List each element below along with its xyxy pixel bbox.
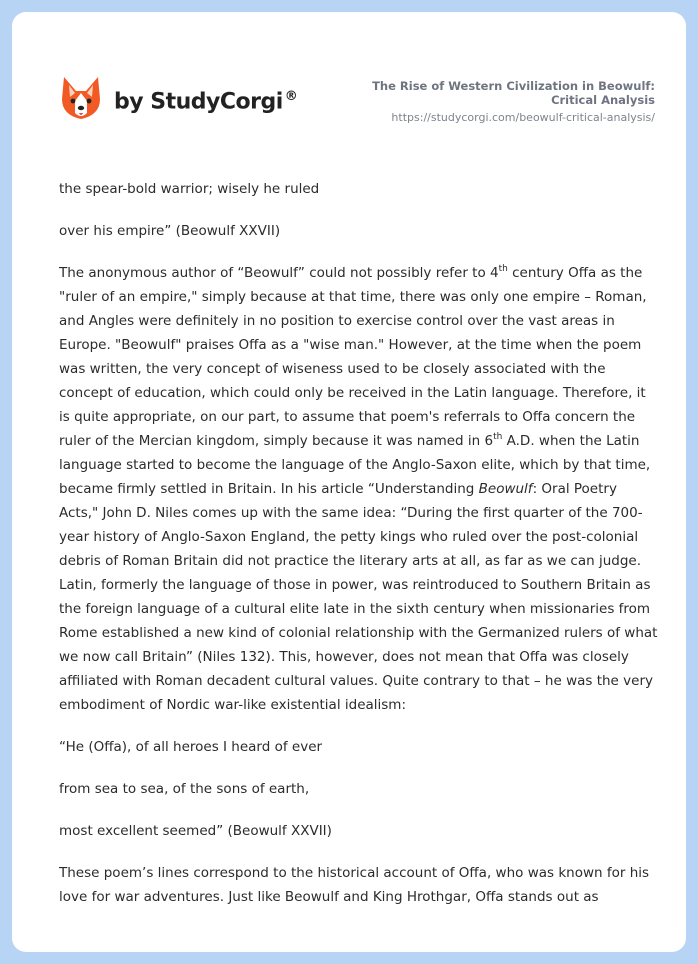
essay-body <box>59 177 659 927</box>
quote-line: “He (Offa), of all heroes I heard of ever <box>59 739 323 755</box>
document-page <box>12 12 686 952</box>
quote-line: the spear-bold warrior; wisely he ruled <box>59 181 320 197</box>
studycorgi-logo[interactable] <box>60 75 297 123</box>
quote-line: from sea to sea, of the sons of earth, <box>59 781 310 797</box>
document-title: The Rise of Western Civilization in Beowulf: Critical Analysis <box>372 79 655 107</box>
page-header <box>12 12 686 162</box>
document-meta <box>345 79 655 124</box>
body-paragraph: These poem’s lines correspond to the historical account of Offa, who was known for his love for war adventures. Just like Beowulf and King Hrothgar, Offa stands out as <box>59 865 650 905</box>
body-paragraph: The anonymous author of “Beowulf” could not possibly refer to 4th century Offa as the "ruler of an empire," simply because at that time, there was only one empire – Roman, and Angles were definitely in no position to exercise control over the vast areas in Europe. "Beowulf" praises Offa as a "wise man." However, at the time when the poem was written, the very concept of wiseness used to be closely associated with the concept of education, which could only be received in the Latin language. Therefore, it is quite appropriate, on our part, to assume that poem's referrals to Offa concern the ruler of the Mercian kingdom, simply because it was named in 6th A.D. when the Latin language started to become the language of the Anglo-Saxon elite, which by that time, became firmly settled in Britain. In his article “Understanding Beowulf: Oral Poetry Acts," John D. Niles comes up with the same idea: “During the first quarter of the 700-year history of Anglo-Saxon England, the petty kings who ruled over the post-colonial debris of Roman Britain did not practice the literary arts at all, as far as we can judge. Latin, formerly the language of those in power, was reintroduced to Southern Britain as the foreign language of a cultural elite late in the sixth century when missionaries from Rome established a new kind of colonial relationship with the Germanized rulers of what we now call Britain” (Niles 132). This, however, does not mean that Offa was closely affiliated with Roman decadent cultural values. Quite contrary to that – he was the very embodiment of Nordic war-like existential idealism: <box>59 264 658 713</box>
logo-text: by StudyCorgi ® <box>114 89 298 115</box>
quote-line: most excellent seemed” (Beowulf XXVII) <box>59 823 332 839</box>
quote-line: over his empire” (Beowulf XXVII) <box>59 223 281 239</box>
document-url[interactable]: https://studycorgi.com/beowulf-critical-analysis/ <box>391 111 655 124</box>
corgi-icon <box>60 75 102 123</box>
